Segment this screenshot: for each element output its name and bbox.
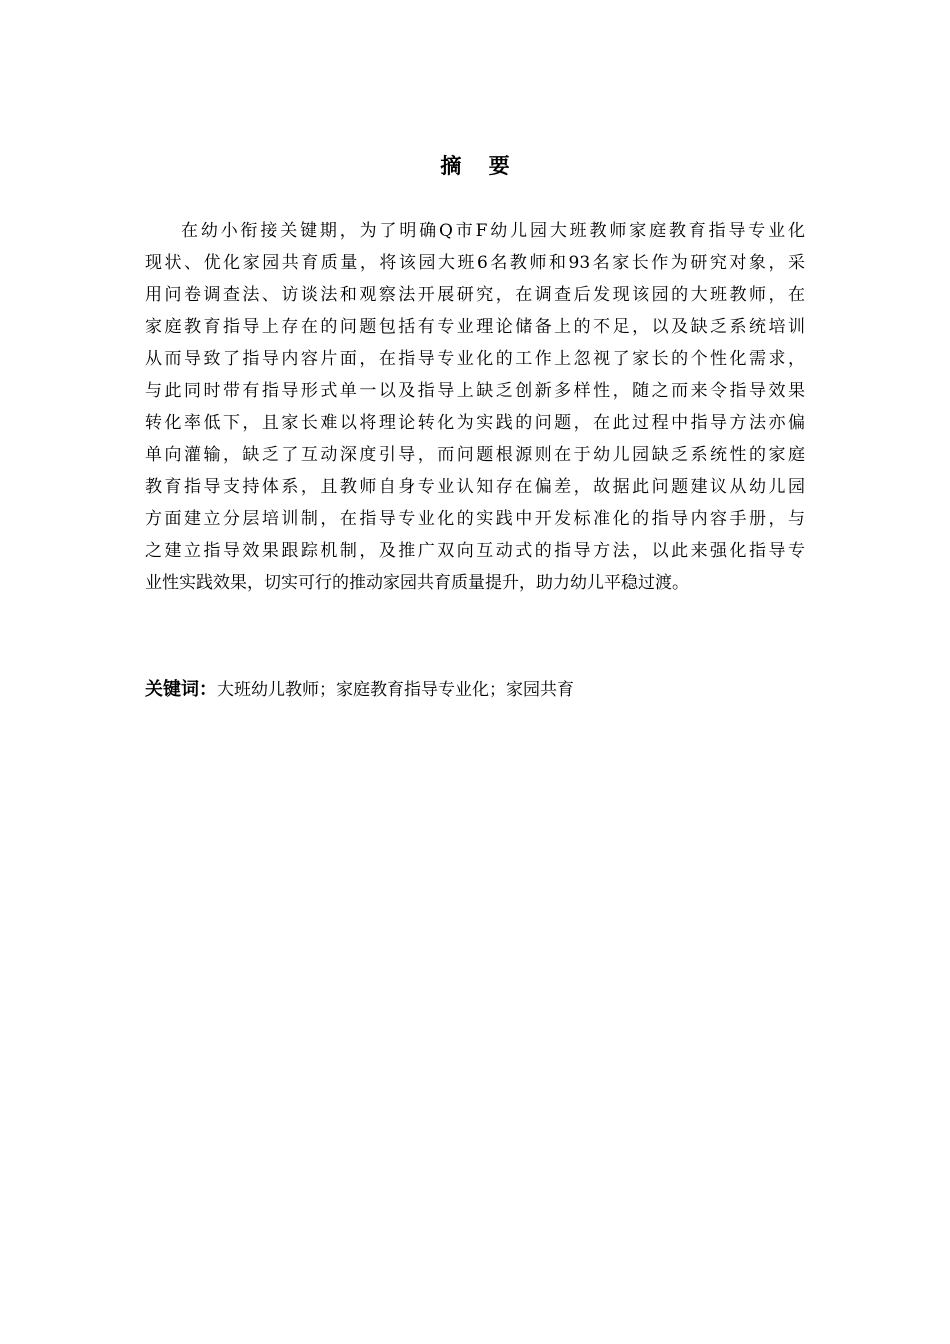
keywords-label: 关键词：: [145, 679, 217, 700]
abstract-line: 与此同时带有指导形式单一以及指导上缺乏创新多样性，随之而来令指导效果: [145, 381, 805, 401]
keywords-text: 大班幼儿教师；家庭教育指导专业化；家园共育: [217, 680, 574, 700]
abstract-line: 家庭教育指导上存在的问题包括有专业理论储备上的不足，以及缺乏系统培训: [145, 317, 805, 337]
abstract-line: 在幼小衔接关键期，为了明确Q市F幼儿园大班教师家庭教育指导专业化: [181, 221, 805, 241]
abstract-line: 业性实践效果，切实可行的推动家园共育质量提升，助力幼儿平稳过渡。: [145, 573, 689, 593]
keywords-row: [145, 674, 805, 706]
abstract-title: 摘 要: [440, 154, 520, 178]
abstract-line: 转化率低下，且家长难以将理论转化为实践的问题，在此过程中指导方法亦偏: [145, 413, 805, 433]
abstract-line: 教育指导支持体系，且教师自身专业认知存在偏差，故据此问题建议从幼儿园: [145, 477, 805, 497]
abstract-line: 从而导致了指导内容片面，在指导专业化的工作上忽视了家长的个性化需求，: [145, 349, 805, 369]
abstract-line: 用问卷调查法、访谈法和观察法开展研究，在调查后发现该园的大班教师，在: [145, 285, 805, 305]
abstract-body: [145, 215, 805, 599]
abstract-line: 之建立指导效果跟踪机制，及推广双向互动式的指导方法，以此来强化指导专: [145, 541, 805, 561]
abstract-line: 现状、优化家园共育质量，将该园大班6名教师和93名家长作为研究对象，采: [145, 253, 805, 273]
abstract-line: 方面建立分层培训制，在指导专业化的实践中开发标准化的指导内容手册，与: [145, 509, 805, 529]
abstract-line: 单向灌输，缺乏了互动深度引导，而问题根源则在于幼儿园缺乏系统性的家庭: [145, 445, 805, 465]
